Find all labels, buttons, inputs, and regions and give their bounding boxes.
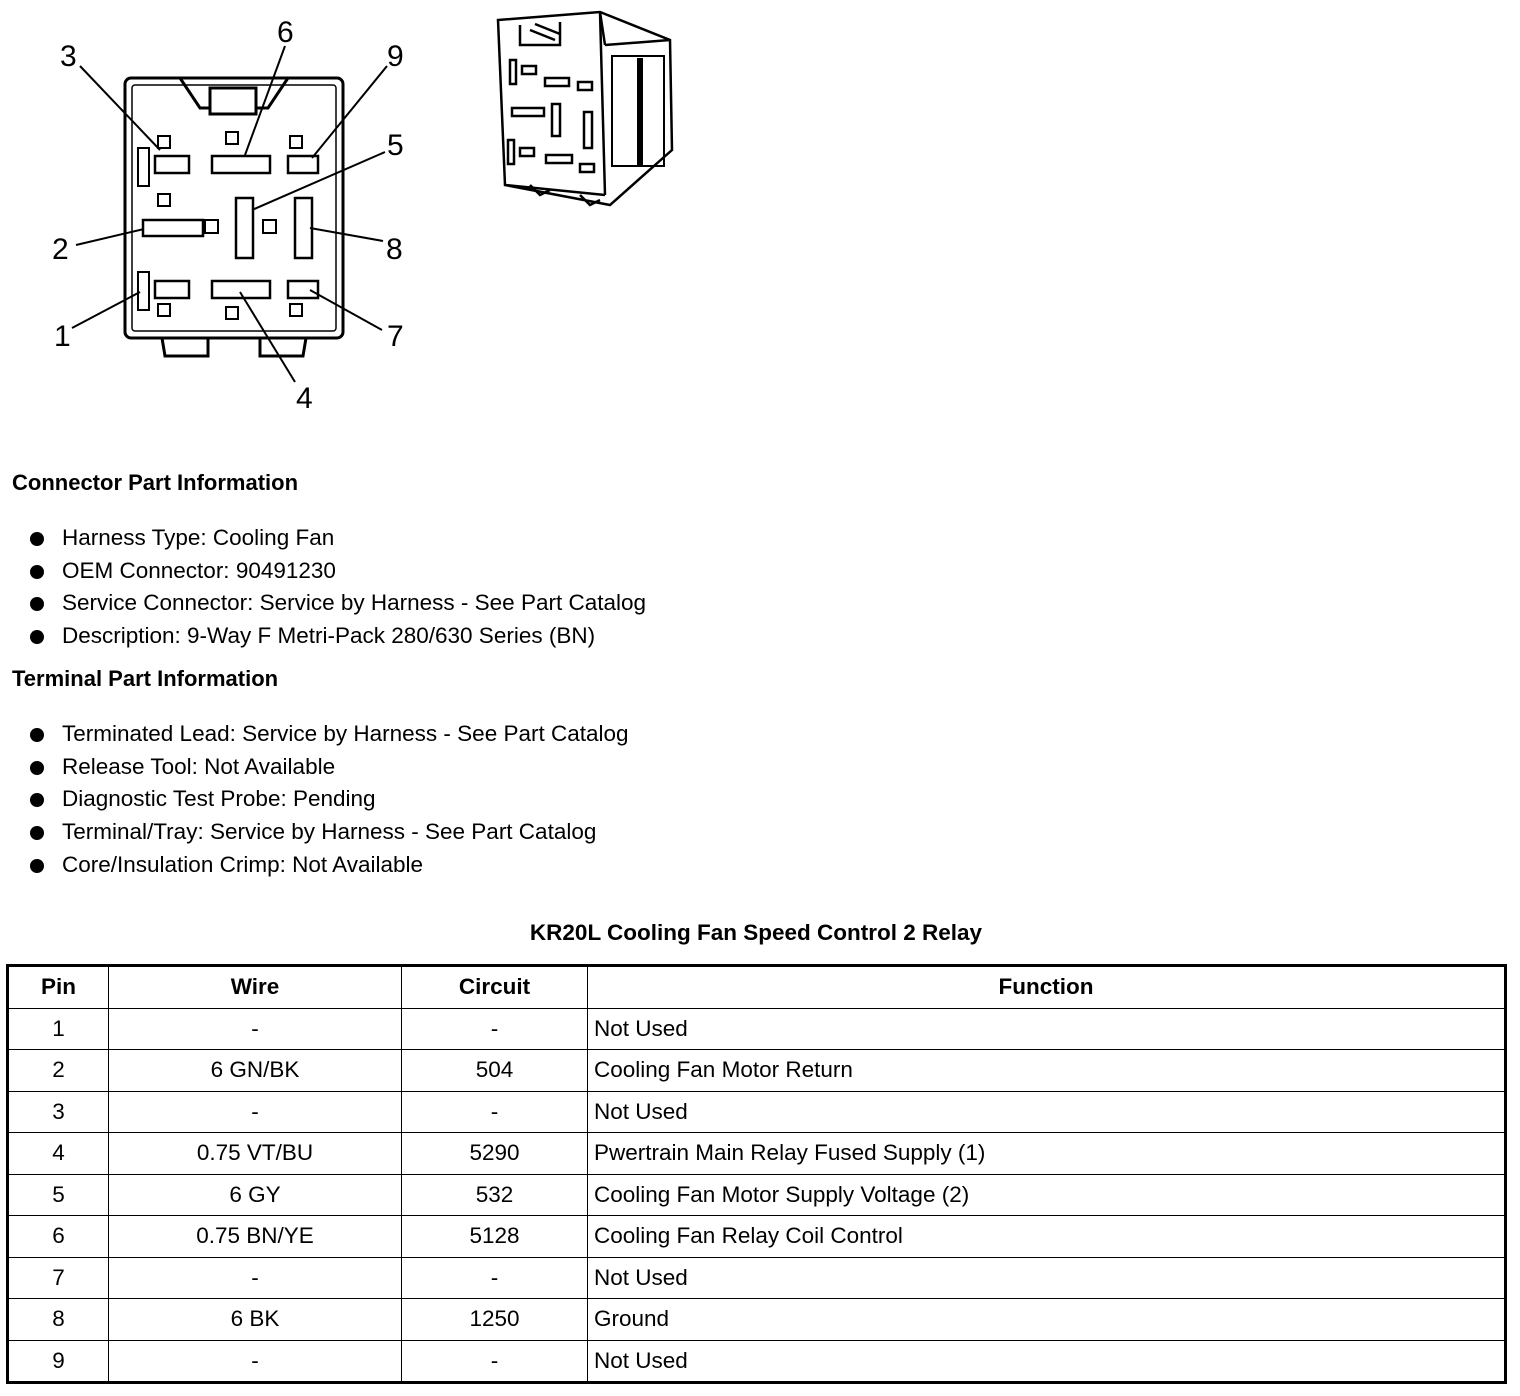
cell-wire: - xyxy=(109,1091,402,1133)
cell-circuit: 5128 xyxy=(402,1216,588,1258)
header-circuit: Circuit xyxy=(402,966,588,1009)
cell-pin: 6 xyxy=(8,1216,109,1258)
table-row xyxy=(8,1050,1506,1092)
pin-label-4: 4 xyxy=(296,382,313,415)
table-row xyxy=(8,1257,1506,1299)
table-row xyxy=(8,1216,1506,1258)
cell-circuit: 532 xyxy=(402,1174,588,1216)
cell-circuit: 1250 xyxy=(402,1299,588,1341)
terminal-section-title: Terminal Part Information xyxy=(12,666,279,691)
list-item: Terminated Lead: Service by Harness - See Part Catalog xyxy=(28,718,629,751)
bullet-icon xyxy=(30,826,44,840)
list-item: OEM Connector: 90491230 xyxy=(28,555,646,588)
connector-diagram xyxy=(0,0,700,430)
cell-function: Not Used xyxy=(588,1257,1506,1299)
cell-circuit: 5290 xyxy=(402,1133,588,1175)
connector-face-view xyxy=(125,78,343,356)
cell-wire: 6 BK xyxy=(109,1299,402,1341)
cell-wire: 6 GN/BK xyxy=(109,1050,402,1092)
cell-function: Pwertrain Main Relay Fused Supply (1) xyxy=(588,1133,1506,1175)
table-row xyxy=(8,1133,1506,1175)
table-header-row xyxy=(8,966,1506,1009)
cell-circuit: 504 xyxy=(402,1050,588,1092)
table-row xyxy=(8,1340,1506,1383)
bullet-icon xyxy=(30,728,44,742)
list-item: Terminal/Tray: Service by Harness - See Part Catalog xyxy=(28,816,629,849)
pin-label-7: 7 xyxy=(387,320,404,353)
cell-function: Cooling Fan Motor Supply Voltage (2) xyxy=(588,1174,1506,1216)
connector-info-list xyxy=(28,522,646,653)
cell-circuit: - xyxy=(402,1091,588,1133)
cell-pin: 8 xyxy=(8,1299,109,1341)
cell-function: Ground xyxy=(588,1299,1506,1341)
cell-function: Cooling Fan Relay Coil Control xyxy=(588,1216,1506,1258)
cell-circuit: - xyxy=(402,1340,588,1383)
cell-pin: 7 xyxy=(8,1257,109,1299)
bullet-icon xyxy=(30,597,44,611)
bullet-icon xyxy=(30,793,44,807)
cell-function: Not Used xyxy=(588,1091,1506,1133)
list-item: Release Tool: Not Available xyxy=(28,751,629,784)
cell-pin: 4 xyxy=(8,1133,109,1175)
list-item: Diagnostic Test Probe: Pending xyxy=(28,783,629,816)
cell-function: Not Used xyxy=(588,1008,1506,1050)
pin-label-8: 8 xyxy=(386,233,403,266)
cell-wire: 0.75 VT/BU xyxy=(109,1133,402,1175)
list-item: Description: 9-Way F Metri-Pack 280/630 Series (BN) xyxy=(28,620,646,653)
bullet-icon xyxy=(30,761,44,775)
cell-circuit: - xyxy=(402,1257,588,1299)
list-item: Core/Insulation Crimp: Not Available xyxy=(28,849,629,882)
bullet-icon xyxy=(30,630,44,644)
cell-pin: 3 xyxy=(8,1091,109,1133)
pin-label-1: 1 xyxy=(54,320,71,353)
bullet-icon xyxy=(30,859,44,873)
header-wire: Wire xyxy=(109,966,402,1009)
table-row xyxy=(8,1299,1506,1341)
cell-pin: 1 xyxy=(8,1008,109,1050)
terminal-info-list xyxy=(28,718,629,882)
header-pin: Pin xyxy=(8,966,109,1009)
table-title: KR20L Cooling Fan Speed Control 2 Relay xyxy=(529,920,983,945)
table-row xyxy=(8,1008,1506,1050)
table-row xyxy=(8,1091,1506,1133)
cell-wire: 6 GY xyxy=(109,1174,402,1216)
pin-label-2: 2 xyxy=(52,233,69,266)
cell-wire: - xyxy=(109,1340,402,1383)
pin-callout-labels xyxy=(52,16,404,415)
cell-circuit: - xyxy=(402,1008,588,1050)
pinout-table xyxy=(6,964,1507,1384)
list-item: Service Connector: Service by Harness - See Part Catalog xyxy=(28,587,646,620)
cell-wire: - xyxy=(109,1257,402,1299)
list-item: Harness Type: Cooling Fan xyxy=(28,522,646,555)
cell-pin: 9 xyxy=(8,1340,109,1383)
connector-section-title: Connector Part Information xyxy=(12,470,299,495)
cell-function: Cooling Fan Motor Return xyxy=(588,1050,1506,1092)
bullet-icon xyxy=(30,532,44,546)
pin-label-6: 6 xyxy=(277,16,294,49)
cell-wire: 0.75 BN/YE xyxy=(109,1216,402,1258)
pin-label-9: 9 xyxy=(387,40,404,73)
cell-pin: 2 xyxy=(8,1050,109,1092)
table-row xyxy=(8,1174,1506,1216)
pin-label-3: 3 xyxy=(60,40,77,73)
cell-wire: - xyxy=(109,1008,402,1050)
bullet-icon xyxy=(30,565,44,579)
pin-label-5: 5 xyxy=(387,129,404,162)
connector-isometric-view xyxy=(498,12,672,205)
cell-function: Not Used xyxy=(588,1340,1506,1383)
cell-pin: 5 xyxy=(8,1174,109,1216)
header-function: Function xyxy=(588,966,1506,1009)
